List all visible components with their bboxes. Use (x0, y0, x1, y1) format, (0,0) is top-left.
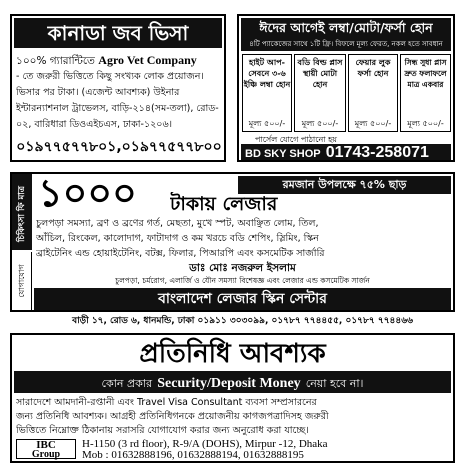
ibc-body-line3: ভিত্তিতে নিম্নোক্ত ঠিকানায় সরাসরি যোগাযোগ করার জন্য অনুরোধ করা যাচ্ছে। (16, 425, 309, 436)
ibc-subtitle-en: Security/Deposit Money (157, 376, 301, 391)
ibc-logo (16, 439, 76, 459)
product-price: মূল্য ৫০০/- (248, 119, 286, 128)
product-name: বডি বিল্ড প্লাস স্থায়ী মোটা হোন (297, 58, 343, 89)
ibc-mobile: Mob : 01632888196, 01632888194, 01632888195 (82, 449, 304, 461)
ibc-subtitle (14, 371, 451, 393)
canada-visa-line5: ০২, বারিধারা ডিওএইচএস, ঢাকা-১২০৬। (16, 119, 173, 130)
product-name: ফেয়ার লুক ফর্সা হোন (355, 58, 391, 78)
laser-amount-unit: টাকায় লেজার (170, 193, 278, 215)
ibc-logo-bottom: Group (31, 449, 61, 460)
canada-visa-ad (10, 14, 226, 162)
laser-address: বাড়ী ১৭, রোড ৬, ধানমন্ডি, ঢাকা ০১৯১১ ৩০৩০৯৯, ০১৭৮৭ ৭৭৪৪৫৫, ০১৭৮৭ ৭৭৪৪৬৬ (72, 316, 413, 326)
ibc-logo-top: IBC (36, 439, 56, 451)
laser-doctor: ডাঃ মোঃ নজরুল ইসলাম (189, 262, 296, 274)
canada-visa-line4: ইন্টারন্যাশনাল ট্রাভেলস, বাড়ি-২১৪(সম-তলা), রোড- (16, 103, 219, 114)
ibc-title: প্রতিনিধি আবশ্যক (139, 339, 326, 369)
guarantee-text: ১০০% গ্যারান্টিতে (16, 55, 95, 67)
laser-side-text: চিকিৎসা ফি মাত্র (17, 186, 27, 243)
height-ad (237, 14, 455, 162)
canada-visa-line1 (16, 52, 224, 68)
height-ad-subline: ৪টি প্যাকেজের সাথে ১টি ফ্রি। বিফলে মূল্য ফেরত, নকল হতে সাবধান (241, 38, 451, 51)
canada-visa-line3: ভিসার পর টাকা। (এজেন্ট আবশ্যক) উইনার (16, 87, 180, 98)
ibc-subtitle-post: নেয়া হবে না। (305, 377, 364, 390)
laser-ad (10, 172, 455, 312)
ibc-subtitle-pre: কোন প্রকার (101, 377, 153, 390)
ibc-body-line2: জন্য প্রতিনিধি আবশ্যক। আগ্রহী প্রতিনিধিগনকে প্রয়োজনীয় কাগজপত্রাদিসহ জরুরী (16, 411, 329, 422)
canada-visa-line2: - তে জরুরী ভিত্তিতে কিছু সংখ্যক লোক প্রয়োজন। (16, 71, 204, 82)
laser-contact-label: যোগাযোগ (17, 264, 26, 298)
product-price: মূল্য ৫০০/- (407, 119, 444, 128)
laser-contact-strip (12, 252, 32, 310)
laser-side-strip (12, 174, 32, 250)
ibc-address: H-1150 (3 rd floor), R-9/A (DOHS), Mirpur -12, Dhaka (82, 438, 328, 450)
height-ad-contact (241, 144, 451, 160)
product-name: হাইট আপ-সেবনে ৩-৬ ইঞ্চি লম্বা হোন (243, 58, 291, 89)
product-height-up (242, 54, 292, 132)
laser-body-line2: আঁচিল, রিংকেল, কালোদাগ, ফাটাদাগ ও কম খরচে বডি শেপিং, স্লিমিং, স্কিন (36, 233, 319, 244)
canada-visa-title: কানাডা জব ভিসা (14, 18, 222, 48)
height-ad-tagline: ঈদের আগেই লম্বা/মোটা/ফর্সা হোন (241, 18, 451, 38)
product-sindh-sudha (400, 54, 451, 132)
canada-visa-phones: ০১৯৭৭৫৭৭৮০১,০১৯৭৭৫৭৭৮০০ (16, 139, 222, 155)
laser-body-line1: চুলপড়া সমস্যা, ব্রণ ও ব্রণের গর্ত, মেছতা, মুখে স্পট, অবাঞ্ছিত লোম, তিল, (36, 218, 319, 229)
laser-amount: ১০০০ (38, 172, 137, 214)
laser-body-line3: ব্রাইটেনিং এন্ড হোয়াইটেনিং, বটক্স, ফিলার, পিআরপি এবং কসমেটিক সার্জারি (36, 248, 325, 259)
shop-name: BD SKY SHOP (245, 148, 321, 160)
laser-specialty: চুলপড়া, চর্মরোগ, এলার্জি ও যৌন সমস্যা বিশেষজ্ঞ এবং লেজার এন্ড কসমেটিক সার্জন (115, 276, 370, 285)
product-fair-look (348, 54, 398, 132)
company-name: Agro Vet Company (98, 53, 197, 67)
laser-discount: রমজান উপলক্ষে ৭৫% ছাড় (238, 176, 451, 194)
product-body-build (294, 54, 346, 132)
height-ad-parcel: পার্সেল যোগে পাঠানো হয় (254, 135, 338, 144)
ibc-body-line1: সারাদেশে আমদানী-রপ্তানী এবং Travel Visa Consultant ব্যবসা সম্প্রসারনের (16, 397, 317, 408)
ibc-ad (10, 333, 455, 463)
shop-phone: 01743-258071 (325, 144, 429, 160)
product-price: মূল্য ৫০০/- (354, 119, 392, 128)
laser-center-name: বাংলাদেশ লেজার স্কিন সেন্টার (34, 288, 451, 310)
product-price: মূল্য ৫০০/- (301, 119, 339, 128)
product-name: সিন্ধ সুধা প্লাস দ্রুত ফলাফলে মাত্র একবার (404, 58, 447, 89)
